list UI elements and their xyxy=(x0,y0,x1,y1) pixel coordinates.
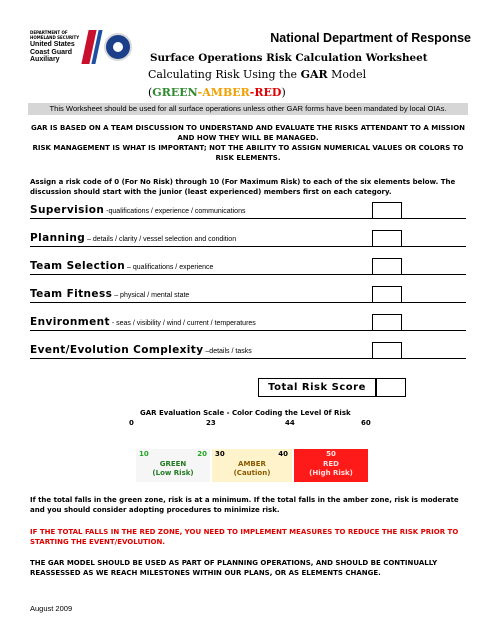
element-title: Supervision xyxy=(30,204,105,216)
risk-element-team-selection xyxy=(30,258,466,275)
zone-end: 20 xyxy=(197,450,207,458)
gar-amber: AMBER xyxy=(202,86,250,99)
risk-element-planning xyxy=(30,230,466,247)
total-risk-label: Total Risk Score xyxy=(258,378,376,396)
intro-line: RISK MANAGEMENT IS WHAT IS IMPORTANT; NOT THE ABILITY TO ASSIGN NUMERICAL VALUES OR COLORS TO RISK ELEMENTS. xyxy=(32,144,464,162)
usage-banner: This Worksheet should be used for all surface operations unless other GAR forms have been mandated by local OIAs. xyxy=(28,103,468,115)
element-title: Team Selection xyxy=(30,260,126,272)
scale-tick: 0 xyxy=(129,419,134,427)
element-hint: – qualifications / experience xyxy=(125,264,214,271)
zone-label: RED xyxy=(323,460,339,468)
zone-end: 40 xyxy=(278,450,288,458)
dhs-text: DEPARTMENT OF HOMELAND SECURITY xyxy=(30,30,80,40)
risk-score-box[interactable] xyxy=(372,314,402,331)
page-subtitle xyxy=(148,68,366,81)
total-risk-score-box[interactable] xyxy=(376,378,406,396)
logo-line: Auxiliary xyxy=(30,56,60,63)
risk-element-name xyxy=(30,232,236,244)
gar-model-note: THE GAR MODEL SHOULD BE USED AS PART OF PLANNING OPERATIONS, AND SHOULD BE CONTINUALLY REASSESSED AS WE REACH MILESTONES WITHIN OUR PLANS, OR AS ELEMENTS CHANGE. xyxy=(30,559,438,577)
scale-tick: 23 xyxy=(206,419,216,427)
green-amber-guidance: If the total falls in the green zone, risk is at a minimum. If the total falls in the amber zone, risk is moderate and you should consider adopting procedures to minimize risk. xyxy=(30,496,459,514)
element-hint: – physical / mental state xyxy=(112,292,190,299)
logo-line: Coast Guard xyxy=(30,48,73,56)
element-title: Environment xyxy=(30,316,110,328)
risk-element-complexity xyxy=(30,342,466,359)
intro-text xyxy=(30,123,466,163)
page-title: Surface Operations Risk Calculation Worksheet xyxy=(150,52,428,64)
gar-dash: - xyxy=(197,86,203,99)
zone-start: 50 xyxy=(326,450,336,458)
footer-date: August 2009 xyxy=(30,604,73,613)
scale-title: GAR Evaluation Scale - Color Coding the Level 0f Risk xyxy=(140,409,351,417)
paren-open: ( xyxy=(148,86,153,99)
zone-start: 30 xyxy=(215,450,225,458)
risk-element-environment xyxy=(30,314,466,331)
organization-name: National Department of Response xyxy=(270,31,471,45)
logo-line: United States xyxy=(30,41,75,48)
scale-tick: 60 xyxy=(361,419,371,427)
risk-element-name xyxy=(30,344,252,356)
risk-score-box[interactable] xyxy=(372,286,402,303)
auxiliary-seal-icon xyxy=(104,33,132,61)
zone-red xyxy=(294,449,368,482)
subtitle-prefix: Calculating Risk Using the xyxy=(148,68,301,81)
risk-element-name xyxy=(30,288,189,300)
risk-score-box[interactable] xyxy=(372,230,402,247)
red-zone-warning: IF THE TOTAL FALLS IN THE RED ZONE, YOU NEED TO IMPLEMENT MEASURES TO REDUCE THE RISK PRIOR TO STARTING THE EVENT/EVOLUTION. xyxy=(30,528,459,546)
gar-green: GREEN xyxy=(152,86,198,99)
risk-element-team-fitness xyxy=(30,286,466,303)
gar-dash: - xyxy=(249,86,255,99)
zone-sub: (Caution) xyxy=(233,469,271,477)
scale-tick: 44 xyxy=(285,419,295,427)
subtitle-suffix: Model xyxy=(327,68,367,81)
element-title: Planning xyxy=(30,232,86,244)
element-hint: –details / tasks xyxy=(203,348,252,355)
element-hint: – details / clarity / vessel selection and condition xyxy=(85,236,237,243)
risk-score-box[interactable] xyxy=(372,202,402,219)
zone-start: 10 xyxy=(139,450,149,458)
zone-label: AMBER xyxy=(238,460,266,468)
risk-element-supervision xyxy=(30,202,466,219)
divider xyxy=(258,396,406,397)
risk-element-name xyxy=(30,260,213,272)
intro-line: GAR IS BASED ON A TEAM DISCUSSION TO UNDERSTAND AND EVALUATE THE RISKS ATTENDANT TO A MISSION AND HOW THEY WILL BE MANAGED. xyxy=(30,124,466,142)
zone-green xyxy=(136,449,210,482)
gar-red: RED xyxy=(254,86,282,99)
element-title: Event/Evolution Complexity xyxy=(30,344,204,356)
zone-sub: (Low Risk) xyxy=(152,469,194,477)
element-hint: -qualifications / experience / communications xyxy=(104,208,246,215)
logo-wordmark xyxy=(30,41,75,64)
zone-label: GREEN xyxy=(159,460,187,468)
uscg-auxiliary-logo xyxy=(30,30,122,66)
gar-color-line xyxy=(148,86,286,99)
assign-instructions: Assign a risk code of 0 (For No Risk) through 10 (For Maximum Risk) to each of the six elements below. The discussion should start with the junior (least experienced) members first on each category. xyxy=(30,178,456,196)
zone-sub: (High Risk) xyxy=(309,469,353,477)
risk-element-name xyxy=(30,316,256,328)
risk-score-box[interactable] xyxy=(372,258,402,275)
subtitle-gar: GAR xyxy=(300,68,328,81)
element-hint: - seas / visibility / wind / current / temperatures xyxy=(109,320,256,327)
paren-close: ) xyxy=(281,86,286,99)
zone-amber xyxy=(212,449,292,482)
element-title: Team Fitness xyxy=(30,288,113,300)
risk-score-box[interactable] xyxy=(372,342,402,359)
risk-element-name xyxy=(30,204,245,216)
